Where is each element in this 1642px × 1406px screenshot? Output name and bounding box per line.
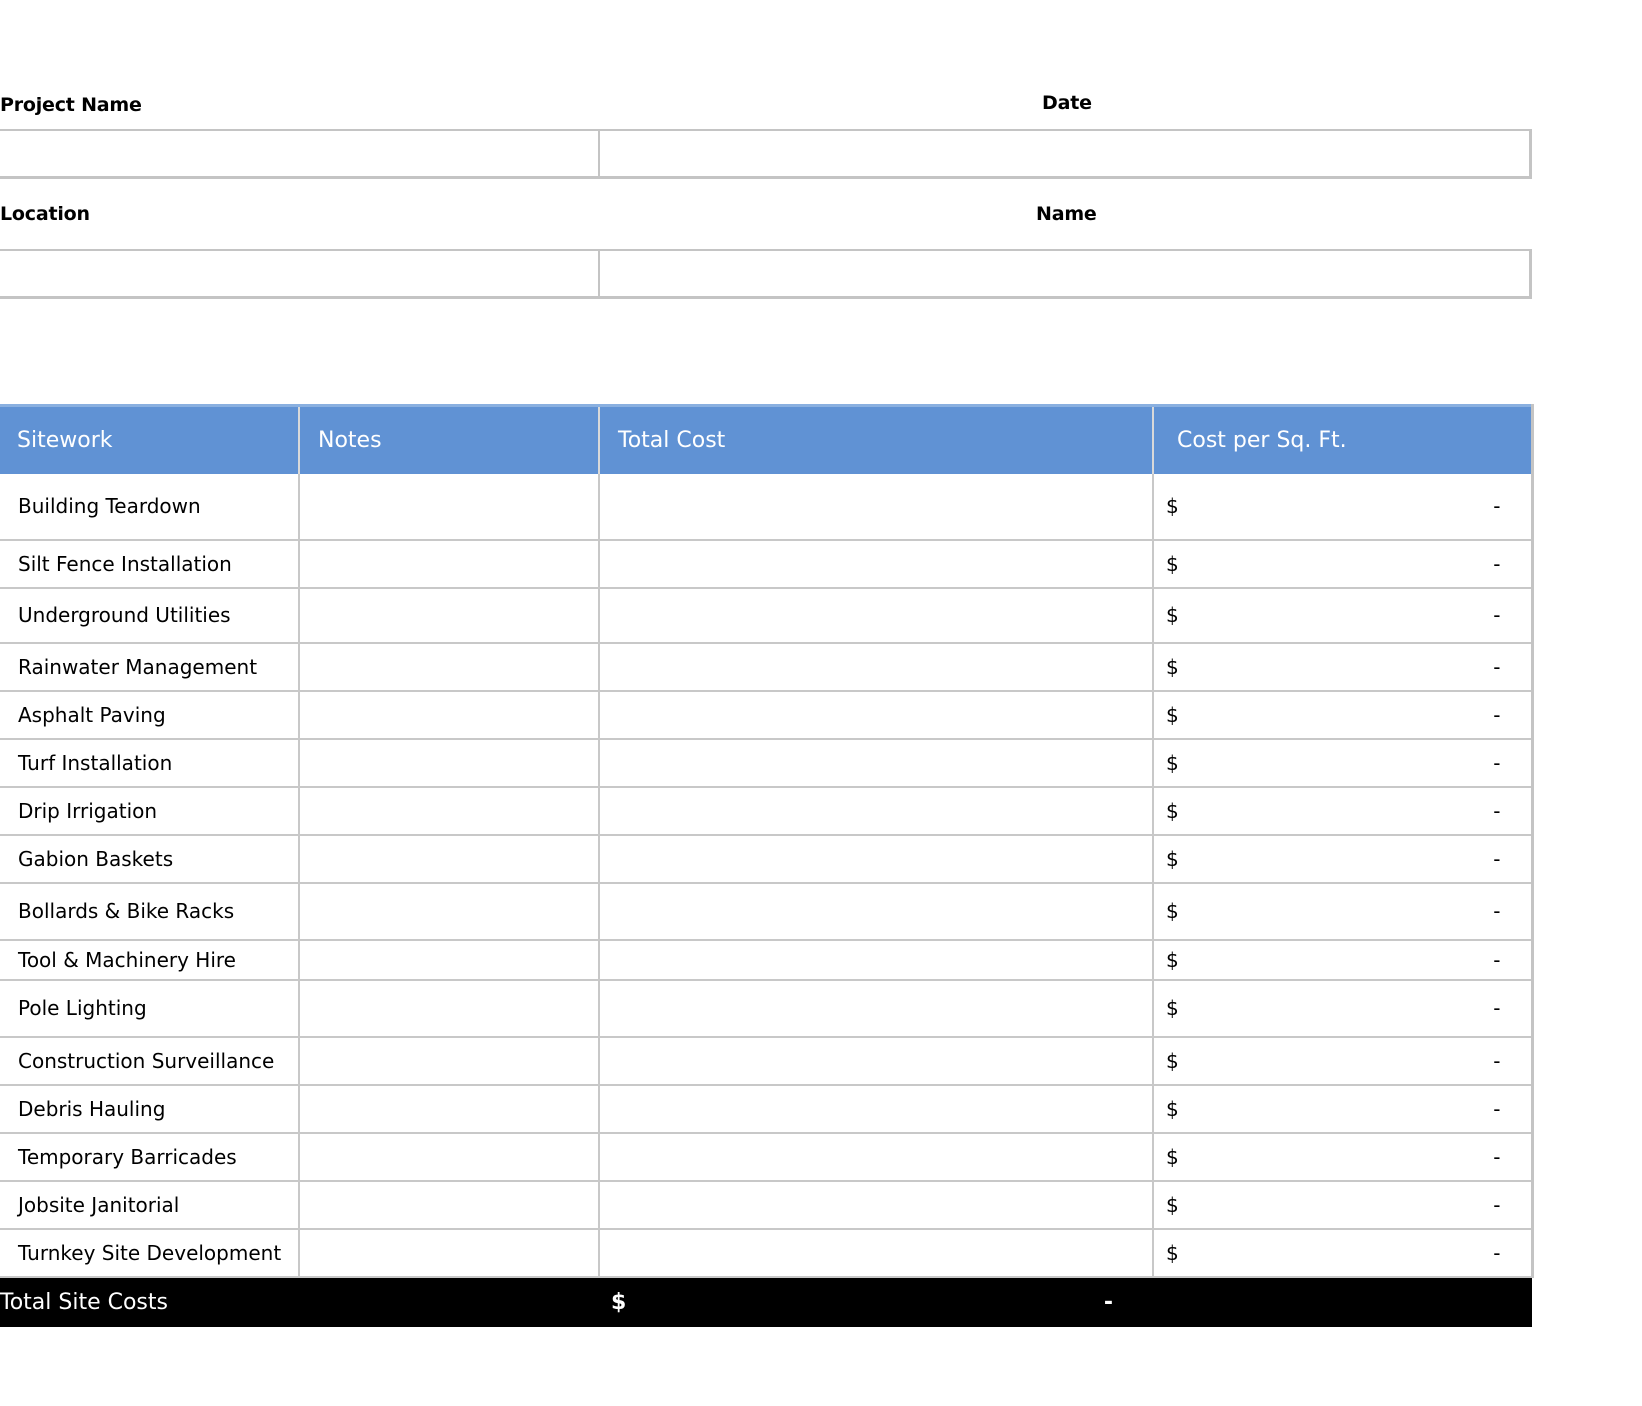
table-row — [0, 588, 1532, 643]
notes-cell[interactable] — [299, 940, 599, 980]
table-header-row — [0, 406, 1532, 474]
cost-per-sqft-value: - — [1493, 1240, 1501, 1265]
cost-per-sqft-cell[interactable] — [1153, 1181, 1532, 1229]
sitework-item-cell: Jobsite Janitorial — [0, 1181, 299, 1229]
cost-per-sqft-cell[interactable] — [1153, 980, 1532, 1037]
notes-cell[interactable] — [299, 787, 599, 835]
total-cost-cell[interactable] — [599, 643, 1153, 691]
sitework-item-cell: Asphalt Paving — [0, 691, 299, 739]
date-label: Date — [1042, 92, 1092, 114]
cost-per-sqft-cell[interactable] — [1153, 883, 1532, 940]
total-cost-cell[interactable] — [599, 691, 1153, 739]
cost-per-sqft-value: - — [1493, 1048, 1501, 1073]
sitework-item-cell: Construction Surveillance — [0, 1037, 299, 1085]
cost-per-sqft-value: - — [1493, 947, 1501, 972]
table-row — [0, 1229, 1532, 1277]
currency-symbol: $ — [1166, 750, 1179, 775]
notes-cell[interactable] — [299, 1133, 599, 1181]
sitework-item-cell: Bollards & Bike Racks — [0, 883, 299, 940]
currency-symbol: $ — [1166, 899, 1179, 923]
project-name-label: Project Name — [0, 94, 142, 116]
sitework-item-cell: Drip Irrigation — [0, 787, 299, 835]
cost-per-sqft-value: - — [1493, 1096, 1501, 1121]
total-cost-cell[interactable] — [599, 474, 1153, 540]
sitework-item-cell: Turf Installation — [0, 739, 299, 787]
cost-per-sqft-value: - — [1493, 996, 1501, 1020]
table-row — [0, 540, 1532, 588]
column-header-cost-per-sqft: Cost per Sq. Ft. — [1153, 406, 1532, 474]
cost-per-sqft-cell[interactable] — [1153, 1229, 1532, 1277]
location-label: Location — [0, 203, 90, 225]
location-name-field-row — [0, 249, 1532, 299]
cost-per-sqft-value: - — [1493, 654, 1501, 679]
currency-symbol: $ — [1166, 702, 1179, 727]
total-cost-cell[interactable] — [599, 980, 1153, 1037]
table-row — [0, 787, 1532, 835]
name-field[interactable] — [600, 251, 1529, 296]
notes-cell[interactable] — [299, 540, 599, 588]
column-header-sitework: Sitework — [0, 406, 299, 474]
cost-per-sqft-cell[interactable] — [1153, 940, 1532, 980]
total-cost-cell[interactable] — [599, 1181, 1153, 1229]
currency-symbol: $ — [1166, 1240, 1179, 1265]
total-cost-cell[interactable] — [599, 940, 1153, 980]
sitework-item-cell: Turnkey Site Development — [0, 1229, 299, 1277]
cost-per-sqft-value: - — [1493, 494, 1501, 518]
total-cost-cell[interactable] — [599, 1133, 1153, 1181]
total-value: - — [1103, 1289, 1113, 1315]
currency-symbol: $ — [1166, 1096, 1179, 1121]
cost-per-sqft-cell[interactable] — [1153, 588, 1532, 643]
sitework-item-cell: Pole Lighting — [0, 980, 299, 1037]
cost-per-sqft-value: - — [1493, 1144, 1501, 1169]
cost-per-sqft-value: - — [1493, 750, 1501, 775]
total-currency: $ — [611, 1289, 627, 1315]
total-cost-cell[interactable] — [599, 540, 1153, 588]
cost-per-sqft-cell[interactable] — [1153, 739, 1532, 787]
table-row — [0, 739, 1532, 787]
total-cost-cell[interactable] — [599, 835, 1153, 883]
table-row — [0, 474, 1532, 540]
currency-symbol: $ — [1166, 996, 1179, 1020]
cost-per-sqft-value: - — [1493, 702, 1501, 727]
cost-per-sqft-value: - — [1493, 551, 1501, 576]
sitework-item-cell: Temporary Barricades — [0, 1133, 299, 1181]
table-row — [0, 643, 1532, 691]
name-label: Name — [1036, 203, 1097, 225]
cost-per-sqft-cell[interactable] — [1153, 1037, 1532, 1085]
total-cost-cell[interactable] — [599, 1085, 1153, 1133]
notes-cell[interactable] — [299, 643, 599, 691]
cost-per-sqft-cell[interactable] — [1153, 1133, 1532, 1181]
currency-symbol: $ — [1166, 798, 1179, 823]
notes-cell[interactable] — [299, 588, 599, 643]
total-cost-cell[interactable] — [599, 1229, 1153, 1277]
total-cost-cell[interactable] — [599, 1037, 1153, 1085]
currency-symbol: $ — [1166, 846, 1179, 871]
sitework-cost-table — [0, 404, 1534, 1327]
table-row — [0, 883, 1532, 940]
cost-per-sqft-cell[interactable] — [1153, 643, 1532, 691]
sitework-item-cell: Gabion Baskets — [0, 835, 299, 883]
notes-cell[interactable] — [299, 980, 599, 1037]
date-field[interactable] — [600, 131, 1529, 176]
total-cost-cell[interactable] — [599, 739, 1153, 787]
total-label: Total Site Costs — [0, 1277, 299, 1327]
cost-per-sqft-value: - — [1493, 846, 1501, 871]
currency-symbol: $ — [1166, 494, 1179, 518]
table-row — [0, 980, 1532, 1037]
column-header-total-cost: Total Cost — [599, 406, 1153, 474]
project-date-field-row — [0, 129, 1532, 179]
project-name-field[interactable] — [0, 131, 600, 176]
table-row — [0, 835, 1532, 883]
currency-symbol: $ — [1166, 654, 1179, 679]
sitework-item-cell: Debris Hauling — [0, 1085, 299, 1133]
notes-cell[interactable] — [299, 1037, 599, 1085]
notes-cell[interactable] — [299, 1181, 599, 1229]
notes-cell[interactable] — [299, 739, 599, 787]
notes-cell[interactable] — [299, 1085, 599, 1133]
table-row — [0, 1133, 1532, 1181]
cost-per-sqft-cell[interactable] — [1153, 835, 1532, 883]
currency-symbol: $ — [1166, 603, 1179, 627]
sitework-item-cell: Underground Utilities — [0, 588, 299, 643]
cost-per-sqft-value: - — [1493, 899, 1501, 923]
notes-cell[interactable] — [299, 883, 599, 940]
total-cost-cell[interactable] — [599, 1277, 1532, 1327]
table-row — [0, 1181, 1532, 1229]
table-row — [0, 1085, 1532, 1133]
total-cost-cell[interactable] — [599, 883, 1153, 940]
cost-per-sqft-cell[interactable] — [1153, 691, 1532, 739]
sitework-item-cell: Building Teardown — [0, 474, 299, 540]
notes-cell[interactable] — [299, 835, 599, 883]
currency-symbol: $ — [1166, 947, 1179, 972]
table-row — [0, 691, 1532, 739]
total-notes-cell — [299, 1277, 599, 1327]
currency-symbol: $ — [1166, 551, 1179, 576]
cost-per-sqft-value: - — [1493, 798, 1501, 823]
currency-symbol: $ — [1166, 1192, 1179, 1217]
total-row — [0, 1277, 1532, 1327]
currency-symbol: $ — [1166, 1048, 1179, 1073]
cost-per-sqft-cell[interactable] — [1153, 1085, 1532, 1133]
table-row — [0, 940, 1532, 980]
total-cost-cell[interactable] — [599, 588, 1153, 643]
currency-symbol: $ — [1166, 1144, 1179, 1169]
column-header-notes: Notes — [299, 406, 599, 474]
cost-per-sqft-cell[interactable] — [1153, 540, 1532, 588]
sitework-item-cell: Tool & Machinery Hire — [0, 940, 299, 980]
cost-per-sqft-value: - — [1493, 1192, 1501, 1217]
sitework-item-cell: Silt Fence Installation — [0, 540, 299, 588]
table-row — [0, 1037, 1532, 1085]
cost-per-sqft-cell[interactable] — [1153, 474, 1532, 540]
sitework-item-cell: Rainwater Management — [0, 643, 299, 691]
notes-cell[interactable] — [299, 474, 599, 540]
total-cost-cell[interactable] — [599, 787, 1153, 835]
location-field[interactable] — [0, 251, 600, 296]
cost-per-sqft-cell[interactable] — [1153, 787, 1532, 835]
table-body — [0, 474, 1532, 1277]
notes-cell[interactable] — [299, 691, 599, 739]
cost-per-sqft-value: - — [1493, 603, 1501, 627]
notes-cell[interactable] — [299, 1229, 599, 1277]
